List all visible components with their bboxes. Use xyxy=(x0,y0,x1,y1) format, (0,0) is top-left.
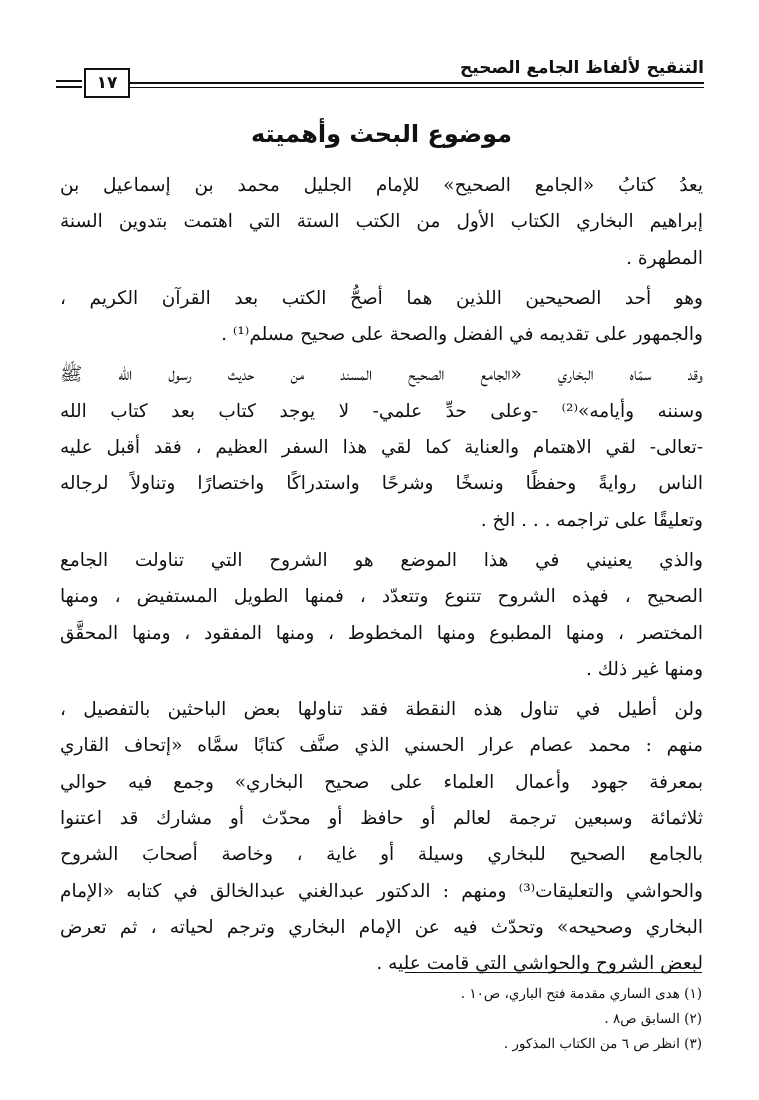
body-text xyxy=(60,168,703,983)
section-heading: موضوع البحث وأهميته xyxy=(250,120,512,148)
footnote-separator xyxy=(405,972,702,973)
header-rule-thin xyxy=(119,87,704,88)
text-line: بالجامع الصحيح للبخاري وسيلة أو غاية ، وخاصة أصحابَ الشروح xyxy=(60,844,703,866)
text-line: والحواشي والتعليقات⁽³⁾ ومنهم : الدكتور عبدالغني عبدالخالق في كتابه «الإمام xyxy=(60,880,703,902)
header-rule xyxy=(119,82,704,84)
footnote: (٣) انظر ص ٦ من الكتاب المذكور . xyxy=(503,1036,702,1052)
footnote: (٢) السابق ص٨ . xyxy=(604,1011,702,1027)
text-line: -تعالى- لقي الاهتمام والعناية كما لقي هذا السفر العظيم ، فقد أقبل عليه xyxy=(60,437,703,459)
text-line: وسننه وأيامه»⁽²⁾ -وعلى حدِّ علمي- لا يوجد كتاب بعد كتاب الله xyxy=(60,400,703,422)
text-line: بمعرفة جهود وأعمال العلماء على صحيح البخاري» وجمع فيه حوالي xyxy=(60,771,703,793)
footnotes xyxy=(300,982,702,1057)
text-line: البخاري وصحيحه» وتحدّث فيه عن الإمام البخاري وترجم لحياته ، ثم تعرض xyxy=(60,916,703,938)
footnote: (١) هدى الساري مقدمة فتح الباري، ص١٠ . xyxy=(460,986,702,1002)
text-line: وهو أحد الصحيحين اللذين هما أصحُّ الكتب بعد القرآن الكريم ، xyxy=(60,287,703,309)
header-rule-left xyxy=(56,80,82,82)
text-line: المطهرة . xyxy=(626,247,703,269)
text-line: الصحيح ، فهذه الشروح تتنوع وتتعدّد ، فمنها الطويل المستفيض ، ومنها xyxy=(60,586,703,608)
text-line: إبراهيم البخاري الكتاب الأول من الكتب الستة التي اهتمت بتدوين السنة xyxy=(60,211,703,233)
text-line: وقد سمّاه البخاري «الجامع الصحيح المسند من حديث رسول الله ﷺ xyxy=(60,364,703,386)
header-rule-left-lower xyxy=(56,86,82,88)
page-number: ١٧ xyxy=(84,68,130,98)
text-line: المختصر ، ومنها المطبوع ومنها المخطوط ، ومنها المفقود ، ومنها المحقَّق xyxy=(60,622,703,644)
text-line: والجمهور على تقديمه في الفضل والصحة على صحيح مسلم⁽¹⁾ . xyxy=(221,324,703,346)
text-line: والذي يعنيني في هذا الموضع هو الشروح التي تناولت الجامع xyxy=(60,549,703,571)
text-line: الناس روايةً وحفظًا ونسخًا وشرحًا واستدراكًا واختصارًا وتناولاً لرجاله xyxy=(60,473,703,495)
text-line: ولن أطيل في تناول هذه النقطة فقد تناولها بعض الباحثين بالتفصيل ، xyxy=(60,699,703,721)
text-line: لبعض الشروح والحواشي التي قامت عليه . xyxy=(376,953,703,975)
text-line: وتعليقًا على تراجمه . . . الخ . xyxy=(480,509,703,531)
text-line: ومنها غير ذلك . xyxy=(585,658,703,680)
text-line: منهم : محمد عصام عرار الحسني الذي صنَّف كتابًا سمَّاه «إتحاف القاري xyxy=(60,735,703,757)
text-line: يعدُ كتابُ «الجامع الصحيح» للإمام الجليل محمد بن إسماعيل بن xyxy=(60,175,703,196)
running-header xyxy=(56,52,704,98)
text-line: ثلاثمائة وسبعين ترجمة لعالم أو حافظ أو محدّث أو مشارك قد اعتنوا xyxy=(60,808,703,830)
running-title: التنقيح لألفاظ الجامع الصحيح xyxy=(460,58,704,78)
